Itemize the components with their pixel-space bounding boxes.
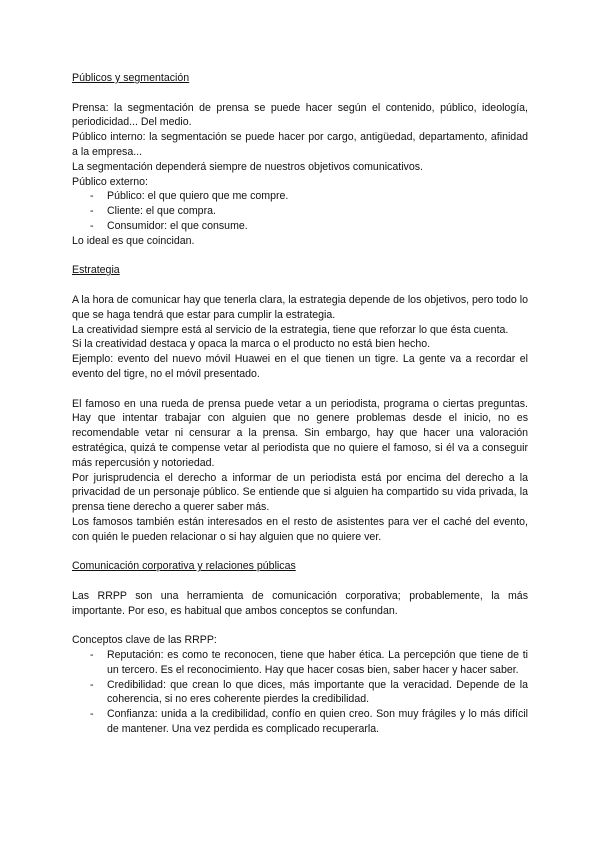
paragraph: Público interno: la segmentación se puede hacer por cargo, antigüedad, departamento, afinidad a la empresa... xyxy=(72,131,528,158)
list-item: - Credibilidad: que crean lo que dices, más importante que la veracidad. Depende de la coherencia, si no eres coherente pierdes la credibilidad. xyxy=(72,678,528,708)
paragraph: El famoso en una rueda de prensa puede vetar a un periodista, programa o ciertas preguntas. Hay que intentar trabajar con alguien que no genere problemas desde el inicio, no es recomendable vetar ni censurar a la prensa. Sin embargo, hay que hacer una valoración estratégica, quizá te compense vetar al periodista que no quiere el famoso, si él va a conseguir más repercusión y notoriedad. xyxy=(72,397,528,469)
concepts-list xyxy=(72,648,528,737)
paragraph: Público externo: xyxy=(72,175,148,188)
paragraph: Lo ideal es que coincidan. xyxy=(72,234,195,247)
list-item: - Cliente: el que compra. xyxy=(72,204,528,219)
section-title-comunicacion: Comunicación corporativa y relaciones públicas xyxy=(72,560,296,573)
paragraph: Conceptos clave de las RRPP: xyxy=(72,634,217,647)
paragraph: La segmentación dependerá siempre de nuestros objetivos comunicativos. xyxy=(72,160,423,173)
list-item: - Consumidor: el que consume. xyxy=(72,219,528,234)
list-item: - Confianza: unida a la credibilidad, confío en quien creo. Son muy frágiles y lo más difícil de mantener. Una vez perdida es complicado recuperarla. xyxy=(72,707,528,737)
section-title-publicos: Públicos y segmentación xyxy=(72,72,190,84)
paragraph: Ejemplo: evento del nuevo móvil Huawei en el que tienen un tigre. La gente va a recordar el evento del tigre, no el móvil presentado. xyxy=(72,353,528,380)
paragraph: A la hora de comunicar hay que tenerla clara, la estrategia depende de los objetivos, pero todo lo que se haga tendrá que estar para cumplir la estrategia. xyxy=(72,293,528,321)
paragraph: Los famosos también están interesados en el resto de asistentes para ver el caché del evento, con quién le pueden relacionar o si hay alguien que no quiere ver. xyxy=(72,515,528,543)
paragraph: Las RRPP son una herramienta de comunicación corporativa; probablemente, la más importante. Por eso, es habitual que ambos conceptos se confundan. xyxy=(72,589,528,617)
paragraph: Prensa: la segmentación de prensa se puede hacer según el contenido, público, ideología, periodicidad... Del medio. xyxy=(72,101,528,129)
paragraph: Por jurisprudencia el derecho a informar de un periodista está por encima del derecho a la privacidad de un personaje público. Se entiende que si alguien ha compartido su vida privada, la prensa tiene derecho a querer saber más. xyxy=(72,471,528,514)
paragraph: La creatividad siempre está al servicio de la estrategia, tiene que reforzar lo que ésta cuenta. xyxy=(72,323,509,336)
audience-list xyxy=(72,189,528,233)
paragraph: Si la creatividad destaca y opaca la marca o el producto no está bien hecho. xyxy=(72,338,431,351)
section-title-estrategia: Estrategia xyxy=(72,264,120,277)
list-item: - Reputación: es como te reconocen, tiene que haber ética. La percepción que tiene de ti un tercero. Es el reconocimiento. Hay que hacer cosas bien, saber hacer y hacer saber. xyxy=(72,648,528,678)
list-item: - Público: el que quiero que me compre. xyxy=(72,189,528,204)
